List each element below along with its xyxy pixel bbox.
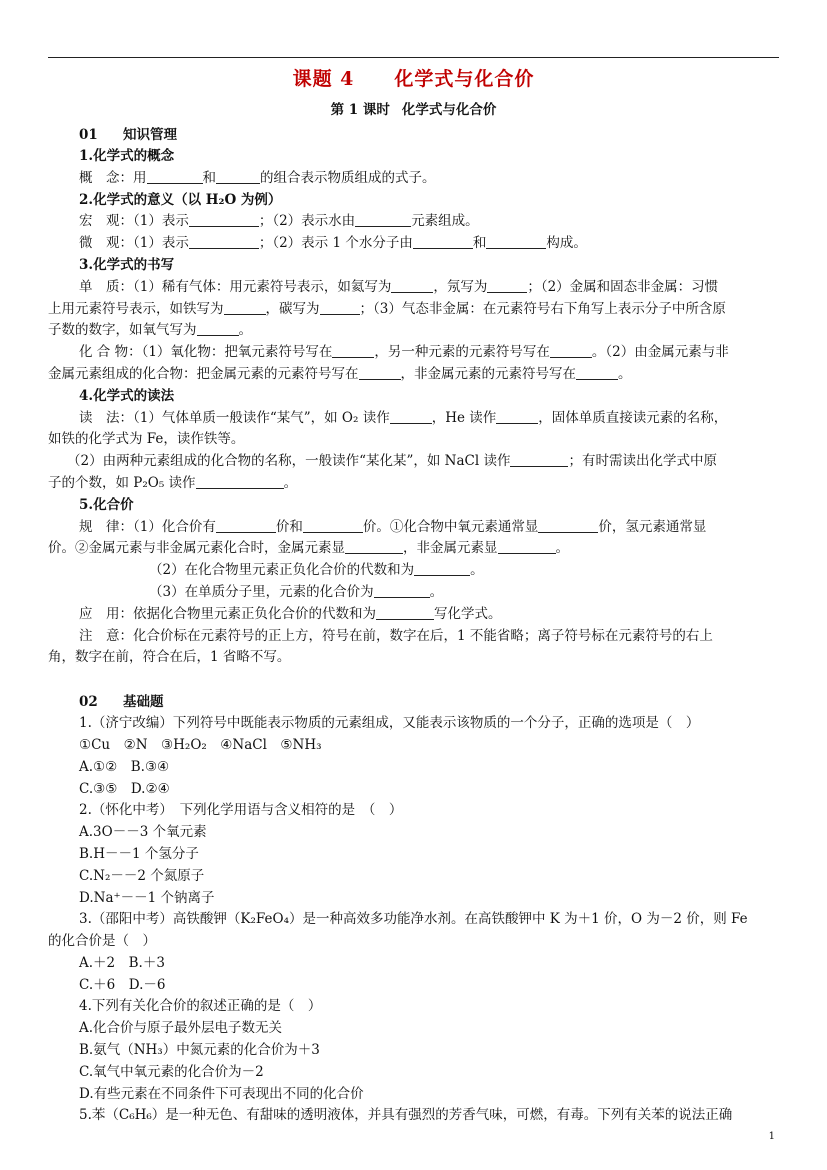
heading-valence: 5.化合价 bbox=[79, 496, 134, 513]
fill-blank[interactable] bbox=[320, 300, 360, 315]
period-label: 第 1 课时 bbox=[330, 102, 390, 118]
question-4-choice-d[interactable]: D.有些元素在不同条件下可表现出不同的化合价 bbox=[79, 1085, 364, 1102]
read-line-2: 如铁的化学式为 Fe，读作铁等。 bbox=[48, 431, 245, 448]
question-1-options: ①Cu ②N ③H₂O₂ ④NaCl ⑤NH₃ bbox=[79, 736, 322, 753]
fill-blank[interactable] bbox=[414, 561, 470, 576]
lesson-title bbox=[48, 62, 779, 96]
fill-blank[interactable] bbox=[538, 518, 598, 533]
heading-formula-writing: 3.化学式的书写 bbox=[79, 256, 175, 273]
question-4-choice-c[interactable]: C.氧气中氧元素的化合价为－2 bbox=[79, 1063, 264, 1080]
read-line-3: （2）由两种元素组成的化合物的名称，一般读作“某化某”，如 NaCl 读作 ；有时需读出化学式中原 bbox=[67, 453, 717, 470]
fill-blank[interactable] bbox=[390, 409, 432, 424]
single-line-1: 单 质：（1）稀有气体：用元素符号表示，如氦写为 ，氖写为 ；（2）金属和固态非金属：习惯 bbox=[79, 278, 719, 295]
question-1-choice-cd[interactable]: C.③⑤ D.②④ bbox=[79, 780, 170, 797]
section-heading-basic bbox=[79, 691, 779, 713]
fill-blank[interactable] bbox=[576, 365, 618, 380]
question-3-line-1: 3.（邵阳中考）高铁酸钾（K₂FeO₄）是一种高效多功能净水剂。在高铁酸钾中 K 为＋1 价，O 为－2 价，则 Fe bbox=[79, 911, 748, 928]
fill-blank[interactable] bbox=[197, 321, 239, 336]
heading-formula-meaning: 2.化学式的意义（以 H₂O 为例） bbox=[79, 191, 282, 208]
fill-blank[interactable] bbox=[216, 518, 276, 533]
fill-blank[interactable] bbox=[496, 409, 538, 424]
section-number: 01 bbox=[79, 127, 98, 143]
rule-line-2: 价。②金属元素与非金属元素化合时，金属元素显 ，非金属元素显 。 bbox=[48, 540, 569, 557]
heading-formula-reading: 4.化学式的读法 bbox=[79, 387, 175, 404]
question-3-line-2: 的化合价是（ ） bbox=[48, 933, 156, 950]
fill-blank[interactable] bbox=[189, 234, 259, 249]
fill-blank[interactable] bbox=[224, 300, 266, 315]
read-line-4: 子的个数，如 P₂O₅ 读作 。 bbox=[48, 474, 298, 491]
rule-line-3: （2）在化合物里元素正负化合价的代数和为 。 bbox=[149, 562, 484, 579]
compound-line-2: 金属元素组成的化合物：把金属元素的元素符号写在 ，非金属元素的元素符号写在 。 bbox=[48, 365, 632, 382]
question-4-choice-a[interactable]: A.化合价与原子最外层电子数无关 bbox=[79, 1020, 283, 1037]
question-4-choice-b[interactable]: B.氨气（NH₃）中氮元素的化合价为＋3 bbox=[79, 1042, 320, 1059]
fill-blank[interactable] bbox=[486, 234, 546, 249]
page-number: 1 bbox=[768, 1131, 775, 1142]
question-2-choice-c[interactable]: C.N₂－－2 个氮原子 bbox=[79, 867, 205, 884]
fill-blank[interactable] bbox=[359, 365, 401, 380]
fill-blank[interactable] bbox=[216, 169, 260, 184]
lesson-subtitle bbox=[48, 96, 779, 124]
period-topic: 化学式与化合价 bbox=[401, 102, 497, 118]
note-line-2: 角，数字在前，符合在后，1 省略不写。 bbox=[48, 649, 291, 666]
question-3-choice-cd[interactable]: C.＋6 D.－6 bbox=[79, 976, 166, 993]
heading-formula-concept: 1.化学式的概念 bbox=[79, 148, 175, 164]
question-2-choice-d[interactable]: D.Na⁺－－1 个钠离子 bbox=[79, 889, 215, 906]
question-2: 2.（怀化中考） 下列化学用语与含义相符的是 （ ） bbox=[79, 802, 403, 819]
fill-blank[interactable] bbox=[196, 474, 284, 489]
fill-blank[interactable] bbox=[345, 539, 403, 554]
rule-line-1: 规 律：（1）化合价有 价和 价。①化合物中氧元素通常显 价，氢元素通常显 bbox=[79, 518, 707, 535]
fill-blank[interactable] bbox=[355, 212, 411, 227]
fill-blank[interactable] bbox=[189, 212, 259, 227]
section-number: 02 bbox=[79, 694, 98, 711]
fill-blank[interactable] bbox=[376, 605, 434, 620]
fill-blank[interactable] bbox=[510, 452, 568, 467]
fill-blank[interactable] bbox=[413, 234, 473, 249]
question-2-choice-a[interactable]: A.3O－－3 个氧元素 bbox=[79, 824, 207, 841]
question-2-choice-b[interactable]: B.H－－1 个氢分子 bbox=[79, 845, 199, 862]
fill-blank[interactable] bbox=[391, 278, 433, 293]
question-5: 5.苯（C₆H₆）是一种无色、有甜味的透明液体，并具有强烈的芳香气味，可燃，有毒。下列有关苯的说法正确 bbox=[79, 1107, 733, 1124]
fill-blank[interactable] bbox=[550, 343, 592, 358]
lesson-number: 课题 4 bbox=[292, 68, 355, 90]
header-rule bbox=[48, 57, 779, 58]
fill-blank[interactable] bbox=[147, 169, 203, 184]
single-line-3: 子数的数字，如氧气写为 。 bbox=[48, 322, 252, 339]
note-line-1: 注 意：化合价标在元素符号的正上方，符号在前，数字在后，1 不能省略；离子符号标在元素符号的右上 bbox=[79, 627, 713, 644]
micro-line: 微 观：（1）表示 ；（2）表示 1 个水分子由 和 构成。 bbox=[79, 235, 587, 252]
single-line-2: 上用元素符号表示，如铁写为 ，碳写为 ；（3）气态非金属：在元素符号右下角写上表示分子中所含原 bbox=[48, 300, 726, 317]
fill-blank[interactable] bbox=[374, 583, 430, 598]
question-1-choice-ab[interactable]: A.①② B.③④ bbox=[79, 758, 170, 775]
macro-line: 宏 观：（1）表示 ；（2）表示水由 元素组成。 bbox=[79, 213, 479, 230]
rule-line-4: （3）在单质分子里，元素的化合价为 。 bbox=[149, 583, 444, 600]
fill-blank[interactable] bbox=[498, 539, 556, 554]
section-spacer bbox=[79, 669, 779, 691]
question-1: 1.（济宁改编）下列符号中既能表示物质的元素组成，又能表示该物质的一个分子，正确的选项是（ ） bbox=[79, 715, 700, 732]
question-4: 4.下列有关化合价的叙述正确的是（ ） bbox=[79, 998, 322, 1015]
fill-blank[interactable] bbox=[332, 343, 374, 358]
lesson-name: 化学式与化合价 bbox=[394, 68, 535, 90]
page-content bbox=[48, 62, 779, 1127]
fill-blank[interactable] bbox=[487, 278, 527, 293]
section-title: 基础题 bbox=[123, 694, 164, 711]
fill-blank[interactable] bbox=[303, 518, 363, 533]
compound-line-1: 化 合 物：（1）氧化物：把氧元素符号写在 ，另一种元素的元素符号写在 。（2）由金属元素与非 bbox=[79, 344, 729, 361]
section-heading-knowledge bbox=[79, 124, 779, 146]
question-3-choice-ab[interactable]: A.＋2 B.＋3 bbox=[79, 954, 165, 971]
read-line-1: 读 法：（1）气体单质一般读作“某气”，如 O₂ 读作 ，He 读作 ，固体单质直接读元素的名称， bbox=[79, 409, 728, 426]
concept-line: 概 念：用 和 的组合表示物质组成的式子。 bbox=[79, 169, 436, 186]
apply-line: 应 用：依据化合物里元素正负化合价的代数和为 写化学式。 bbox=[79, 605, 502, 622]
section-title: 知识管理 bbox=[123, 127, 177, 143]
